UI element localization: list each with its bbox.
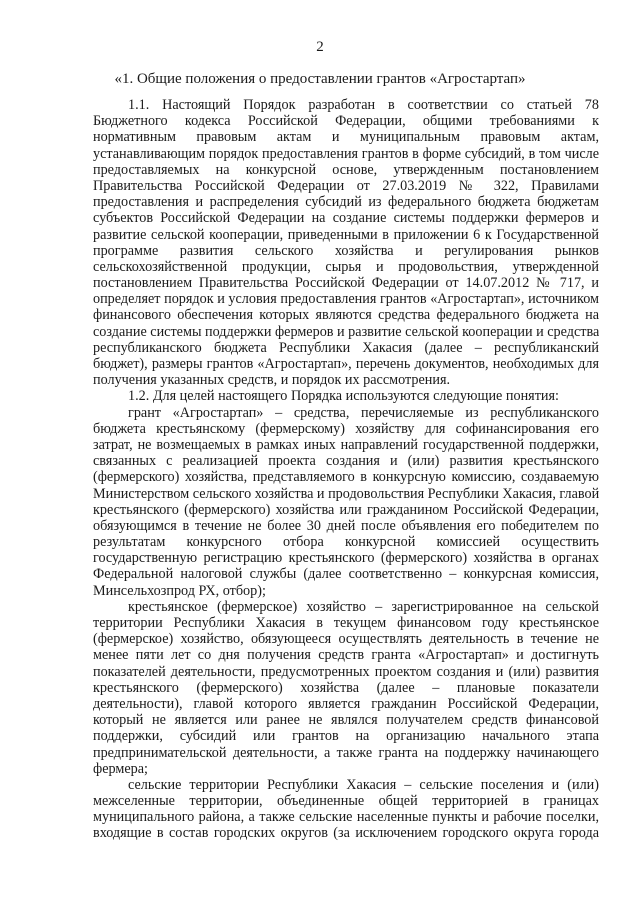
text-line: муниципального района, а также сельские населенные пункты и рабочие поселки, xyxy=(93,809,599,826)
section-title: «1. Общие положения о предоставлении грантов «Агростартап» xyxy=(114,71,526,87)
text-line: финансового обеспечения которых являются средства федерального бюджета на xyxy=(93,307,599,324)
text-line: создание системы поддержки фермеров и развитие сельской кооперации и средства xyxy=(93,323,599,340)
text-line: субъектов Российской Федерации на создание системы поддержки фермеров и xyxy=(93,210,599,227)
text-line: Министерством сельского хозяйства и продовольствия Республики Хакасия, главой xyxy=(93,485,599,502)
text-line: сельские территории Республики Хакасия – сельские поселения и (или) xyxy=(128,776,599,793)
text-line: программе развития сельского хозяйства и регулирования рынков xyxy=(93,242,599,259)
text-line: входящие в состав городских округов (за исключением городского округа города xyxy=(93,825,599,842)
text-line: деятельности), главой которого является гражданин Российской Федерации, xyxy=(93,695,599,712)
text-line: предоставления и распределения субсидий из федерального бюджета бюджетам xyxy=(93,194,599,211)
text-line: крестьянское (фермерское) хозяйство – зарегистрированное на сельской xyxy=(128,598,599,615)
text-line: фермера; xyxy=(93,760,148,777)
page-number: 2 xyxy=(316,39,324,55)
text-line: бюджета крестьянскому (фермерскому) хозяйству для софинансирования его xyxy=(93,420,599,437)
text-line: обязующимся в течение не более 30 дней после объявления его победителем по xyxy=(93,517,599,534)
text-line: связанных с реализацией проекта создания и (или) развития крестьянского xyxy=(93,453,599,470)
text-line: определяет порядок и условия предоставления грантов «Агростартап», источником xyxy=(93,291,599,308)
text-line: Минсельхозпрод РХ, отбор); xyxy=(93,582,266,599)
body-text xyxy=(93,97,599,842)
text-line: 1.2. Для целей настоящего Порядка используются следующие понятия: xyxy=(128,388,559,405)
text-line: устанавливающим порядок предоставления грантов в форме субсидий, в том числе xyxy=(93,145,599,162)
text-line: бюджет), размеры грантов «Агростартап», перечень документов, необходимых для xyxy=(93,356,599,372)
text-line: межселенные территории, объединенные общей территорией в границах xyxy=(93,793,599,810)
text-line: сельскохозяйственной продукции, сырья и продовольствия, утвержденной xyxy=(93,258,599,275)
text-line: показателей деятельности, предусмотренных проектом создания и (или) развития xyxy=(93,663,599,680)
text-line: грант «Агростартап» – средства, перечисляемые из республиканского xyxy=(128,404,599,421)
text-line: крестьянского (фермерского) хозяйства (далее – плановые показатели xyxy=(93,679,599,696)
text-line: затрат, не возмещаемых в рамках иных направлений государственной поддержки, xyxy=(93,436,599,453)
text-line: результатам конкурсного отбора конкурсной комиссией осуществить xyxy=(93,534,599,551)
text-line: предпринимательской деятельности, а также гранта на поддержку начинающего xyxy=(93,744,599,761)
text-line: Федеральной налоговой службы (далее соответственно – конкурсная комиссия, xyxy=(93,566,599,583)
text-line: предоставляемых на конкурсной основе, утвержденным постановлением xyxy=(93,161,599,178)
text-line: постановлением Правительства Российской Федерации от 14.07.2012 № 717, и xyxy=(93,275,599,292)
text-line: 1.1. Настоящий Порядок разработан в соответствии со статьей 78 xyxy=(128,97,599,113)
text-line: территории Республики Хакасия в текущем финансовом году крестьянское xyxy=(93,615,599,631)
text-line: получения указанных средств, и порядок их рассмотрения. xyxy=(93,372,451,389)
text-line: (фермерское) хозяйство, обязующееся осуществлять деятельность в течение не xyxy=(93,631,599,648)
text-line: нормативным правовым актам и муниципальным правовым актам, xyxy=(93,129,599,146)
text-line: (фермерского) хозяйства, представляемого в конкурсную комиссию, создаваемую xyxy=(93,469,599,486)
text-line: Бюджетного кодекса Российской Федерации, общими требованиями к xyxy=(93,113,599,130)
text-line: Правительства Российской Федерации от 27.03.2019 № 322, Правилами xyxy=(93,177,599,194)
text-line: поддержки, субсидий или грантов на организацию начального этапа xyxy=(93,728,599,745)
text-line: республиканского бюджета Республики Хакасия (далее – республиканский xyxy=(93,339,599,356)
text-line: крестьянского (фермерского) хозяйства или гражданином Российской Федерации, xyxy=(93,501,599,518)
text-line: менее пяти лет со дня получения средств гранта «Агростартап» и достигнуть xyxy=(93,647,599,664)
text-line: развитие сельской кооперации, приведенными в приложении 6 к Государственной xyxy=(93,226,599,243)
text-line: который не является или ранее не являлся получателем средств финансовой xyxy=(93,712,599,729)
text-line: государственную регистрацию крестьянского (фермерского) хозяйства в органах xyxy=(93,550,599,567)
